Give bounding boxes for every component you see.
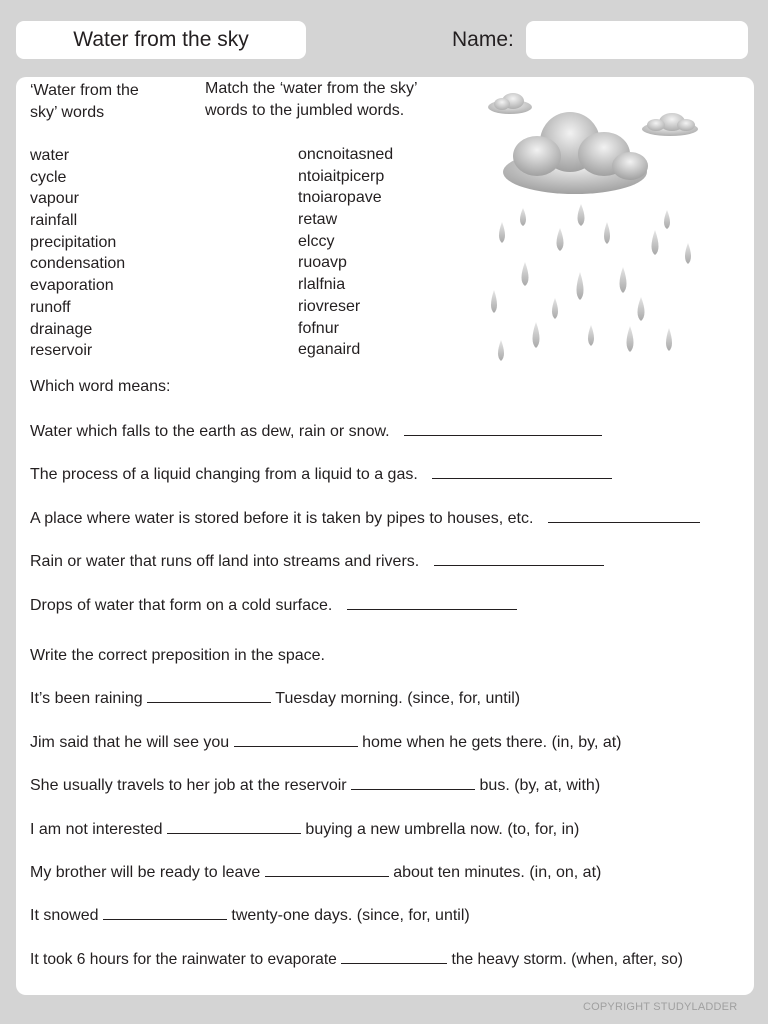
list-item: rlalfnia [298,276,346,294]
preposition-question [30,948,683,971]
list-item: ntoiaitpicerp [298,167,385,185]
question-text: A place where water is stored before it is taken by pipes to houses, etc. [30,510,534,527]
question-text: Tuesday morning. (since, for, until) [275,690,521,707]
answer-blank[interactable] [347,594,517,610]
list-item: fofnur [298,319,339,337]
preposition-question [30,861,601,884]
list-item: eganaird [298,341,361,359]
definition-question [30,594,517,617]
answer-blank[interactable] [103,904,227,920]
match-instructions: Match the ‘water from the sky’ words to the jumbled words. [205,80,418,119]
list-item: water [30,147,70,164]
list-item: ruoavp [298,254,347,272]
answer-blank[interactable] [167,818,301,834]
worksheet-title: Water from the sky [16,21,306,59]
rain-cloud-icon [480,90,700,375]
preposition-question [30,818,579,841]
question-text: My brother will be ready to leave [30,864,261,881]
question-text: The process of a liquid changing from a liquid to a gas. [30,466,418,483]
question-text: It’s been raining [30,690,143,707]
name-field[interactable] [526,21,748,59]
definition-question [30,463,612,486]
answer-blank[interactable] [147,687,271,703]
preposition-question [30,731,622,754]
section1-heading: Which word means: [30,378,171,395]
definition-question [30,550,604,573]
question-text: I am not interested [30,821,163,838]
answer-blank[interactable] [265,861,389,877]
list-item: drainage [30,320,93,338]
answer-blank[interactable] [351,774,475,790]
definition-question [30,420,602,443]
list-item: retaw [298,211,338,229]
question-text: Rain or water that runs off land into streams and rivers. [30,553,420,570]
list-item: cycle [30,168,67,186]
question-text: home when he gets there. (in, by, at) [362,734,622,751]
answer-blank[interactable] [341,948,447,964]
list-item: oncnoitasned [298,146,394,163]
question-text: It snowed [30,907,99,924]
section2-heading: Write the correct preposition in the space. [30,647,325,664]
question-text: She usually travels to her job at the reservoir [30,777,347,794]
question-text: about ten minutes. (in, on, at) [393,864,602,881]
copyright-notice: COPYRIGHT STUDYLADDER [583,1001,738,1013]
question-text: It took 6 hours for the rainwater to evaporate [30,951,337,968]
preposition-question [30,687,520,710]
list-item: rainfall [30,212,78,230]
list-item: evaporation [30,277,114,295]
list-item: tnoiaropave [298,189,382,207]
list-item: reservoir [30,342,93,360]
preposition-question [30,774,600,797]
list-item: riovreser [298,297,361,315]
question-text: Water which falls to the earth as dew, rain or snow. [30,423,390,440]
question-text: Drops of water that form on a cold surface. [30,597,333,614]
list-item: runoff [30,298,71,316]
list-item: elccy [298,232,335,250]
words-column-heading: ‘Water from the sky’ words [30,82,139,121]
question-text: bus. (by, at, with) [479,777,601,794]
answer-blank[interactable] [548,507,700,523]
preposition-question [30,904,470,927]
list-item: vapour [30,190,79,208]
definition-question [30,507,700,530]
answer-blank[interactable] [404,420,602,436]
question-text: the heavy storm. (when, after, so) [451,951,683,968]
question-text: buying a new umbrella now. (to, for, in) [305,821,580,838]
answer-blank[interactable] [234,731,358,747]
answer-blank[interactable] [434,550,604,566]
question-text: twenty-one days. (since, for, until) [231,907,470,924]
list-item: condensation [30,255,126,273]
name-label: Name: [452,28,514,51]
jumbled-words-list [298,144,393,361]
words-list [30,145,125,362]
question-text: Jim said that he will see you [30,734,230,751]
list-item: precipitation [30,233,117,251]
answer-blank[interactable] [432,463,612,479]
